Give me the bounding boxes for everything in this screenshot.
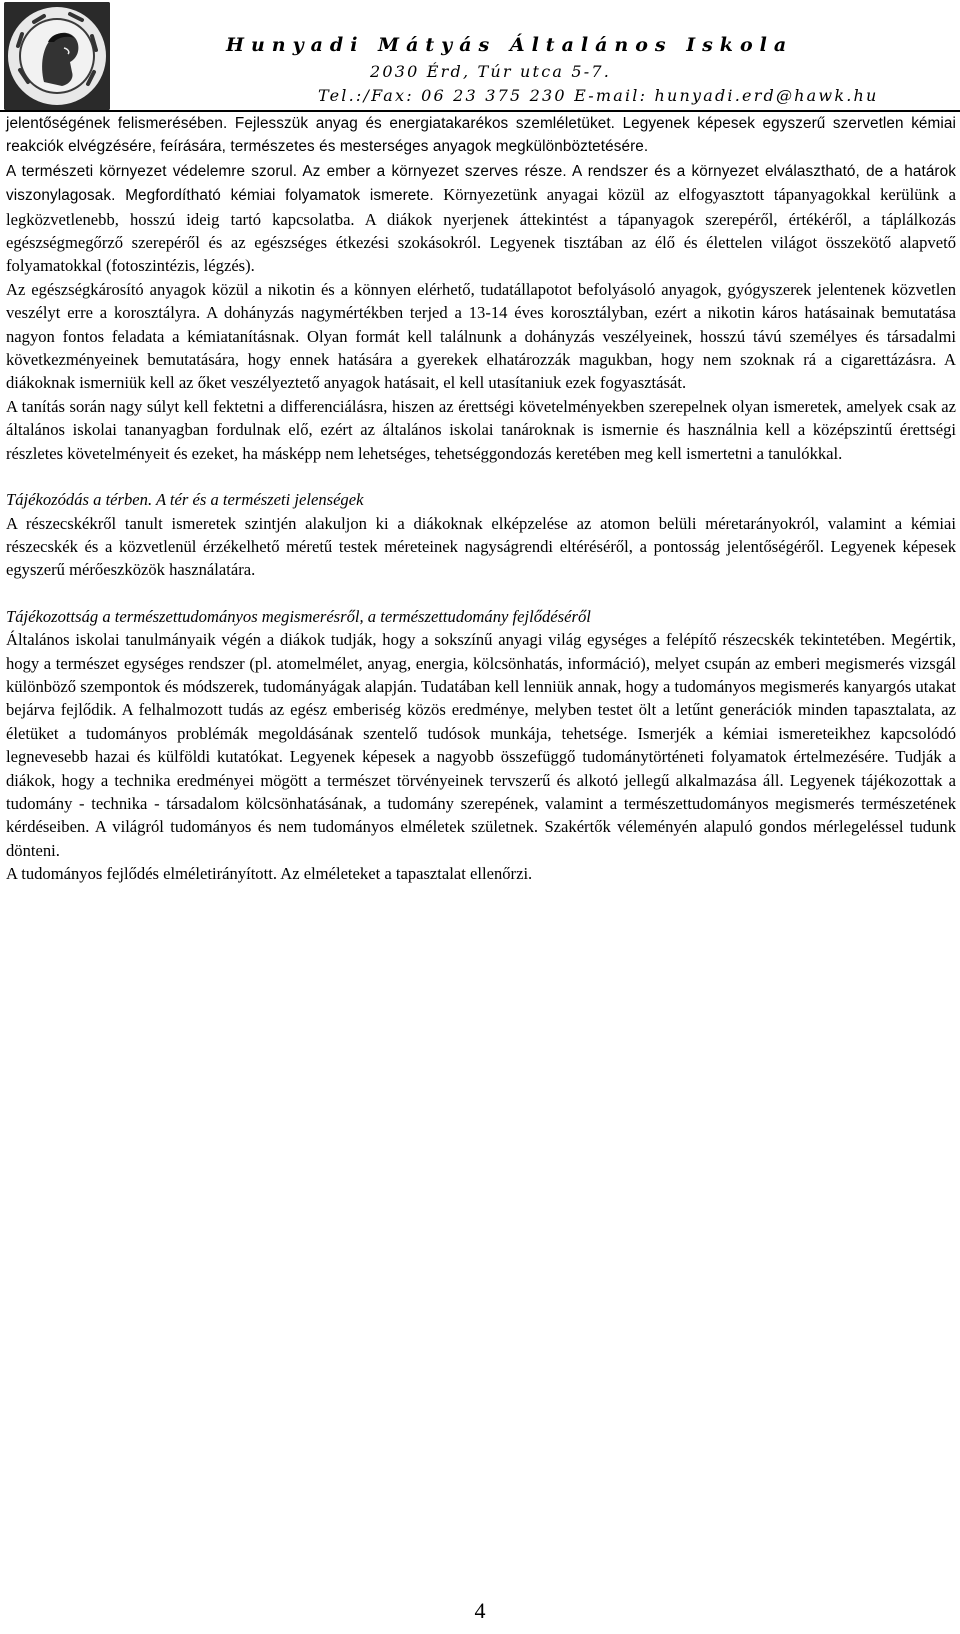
section-heading-space: Tájékozódás a térben. A tér és a természeti jelenségek (6, 490, 364, 510)
school-name: Hunyadi Mátyás Általános Iskola (226, 34, 794, 56)
letterhead (0, 0, 960, 112)
paragraph-differentiation: A tanítás során nagy súlyt kell fektetni a differenciálásra, hiszen az érettségi követelményekben szerepelnek olyan ismeretek, amelyek csak az általános iskolai tananyagban fordulnak elő, ezért az általános iskolai tanároknak is ismernie és használnia kell a középszintű érettségi részletes követelményeit és ezeket, ha másképp nem lehetséges, tehetséggondozás keretében meg kell ismertetni a tanulókkal. (6, 396, 956, 463)
paragraph-particles: A részecskékről tanult ismeretek szintjén alakuljon ki a diákoknak elképzelése az atomon belüli méretarányokról, valamint a kémiai részecskék és a közvetlenül érzékelhető méretű testek méreteinek nagyságrendi eltéréséről, a pontosság jelentőségéről. Legyenek képesek egyszerű mérőeszközök használatára. (6, 513, 956, 580)
coin-portrait-icon (4, 2, 110, 110)
paragraph-reactions: jelentőségének felismerésében. Fejlesszük anyag és energiatakarékos szemléletüket. Legyenek képesek egyszerű szervetlen kémiai reakciók elvégzésére, feírására, természetes és mesterséges anyagok megkülönböztetésére. (6, 115, 956, 156)
document-body (6, 112, 956, 886)
section-heading-science: Tájékozottság a természettudományos megismerésről, a természettudomány fejlődéséről (6, 606, 591, 626)
school-address: 2030 Érd, Túr utca 5-7. (370, 62, 612, 81)
paragraph-environment-part1: A természeti környezet védelemre szorul. Az ember a környezet szerves része. A rendszer és a környezet elválasztható, de a határok viszonylagosak. Megfordítható kémiai folyamatok ismerete. (6, 162, 956, 205)
paragraph-environment (6, 159, 956, 278)
paragraph-science: Általános iskolai tanulmányaik végén a diákok tudják, hogy a sokszínű anyagi világ egységes a felépítő részecskék tekintetében. Megértik, hogy a természet egységes rendszer (pl. atomelmélet, anyag, energia, kölcsönhatás, információ), melyet csupán az emberi megismerés vizsgál különböző szempontok és módszerek, tudományágak alapján. Tudatában kell lenniük annak, hogy a tudományos megismerés kanyargós utakat bejárva fejlődik. A felhalmozott tudás az egész emberiség közös eredménye, melyben testet ölt a letűnt generációk minden tapasztalata, az életüket a tudományos problémák megoldásának szentelő tudósok munkája, tehetsége. Ismerjék a kémiai ismereteikhez kapcsolódó legnevesebb hazai és külföldi kutatókat. Legyenek képesek a nagyobb összefüggő tudománytörténeti folyamatok értelmezésére. Tudják a diákok, hogy a technika eredményei mögött a természet törvényeinek tervszerű és alkotó jellegű alkalmazása áll. Legyenek tájékozottak a tudomány - technika - társadalom kölcsönhatásának, a tudomány szerepének, valamint a természettudományos megismerés természetének kérdéseiben. A világról tudományos és nem tudományos elméletek születnek. Szakértők véleményén alapuló gondos mérlegeléssel tudunk dönteni. (6, 630, 956, 860)
school-contact: Tel.:/Fax: 06 23 375 230 E-mail: hunyadi.erd@hawk.hu (318, 86, 879, 105)
school-crest-logo (4, 2, 110, 110)
paragraph-environment-part2: Környezetünk anyagai közül az elfogyasztott tápanyagokkal kerülünk a legközvetlenebb, hosszú ideig tartó kapcsolatba. (6, 185, 957, 229)
paragraph-health: Az egészségkárosító anyagok közül a nikotin és a könnyen elérhető, tudatállapotot befolyásoló anyagok, gyógyszerek jelentenek közvetlen veszélyt erre a korosztályra. A dohányzás nagymértékben terjed a 13-14 éves korosztályban, ezért a nikotin káros hatásainak bemutatása nagyon fontos feladata a kémiatanításnak. Olyan formát kell találnunk a dohányzás veszélyeinek, hosszú távú személyes és társadalmi következményeinek bemutatására, hogy ennek hatására a gyerekek elhatározzák magukban, hogy nem szoknak rá a cigarettázásra. A diákoknak ismerniük kell az őket veszélyeztető anyagok hatásait, el kell utasítaniuk ezek fogyasztását. (6, 279, 956, 393)
paragraph-theory: A tudományos fejlődés elméletirányított. Az elméleteket a tapasztalat ellenőrzi. (6, 864, 533, 884)
paragraph-environment-part3: A diákok nyerjenek áttekintést a tápanyagok szerepéről, értékéről, a táplálkozás egészségmegőrző szerepéről és az egészséges étkezési szokásokról. Legyenek tisztában az élő és élettelen világot összekötő alapvető folyamatokkal (fotoszintézis, légzés). (6, 209, 956, 276)
page-number: 4 (474, 1598, 486, 1623)
